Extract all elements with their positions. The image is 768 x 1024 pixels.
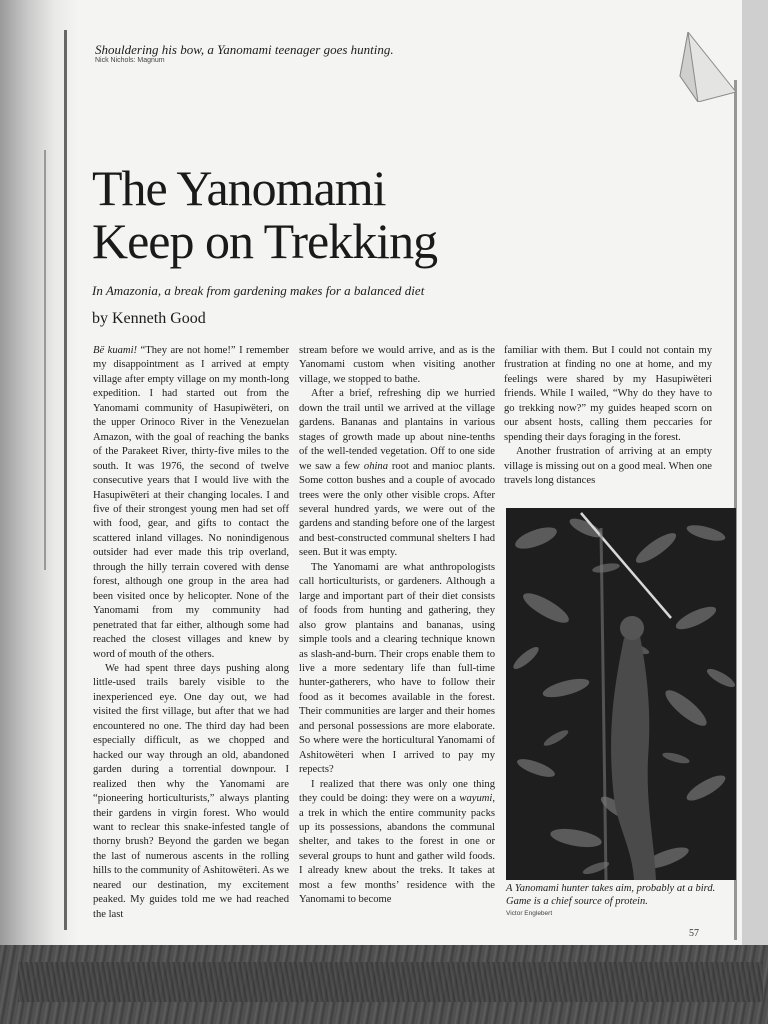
paragraph: I realized that there was only one thing they could be doing: they were on a wayumi, a trek in which the entire community packs up its possessions, abandons the communal shelter, and takes to the forest in one or several groups to hunt and gather wild foods. I already knew about the treks. It takes at most a few months’ residence with the Yanomami to become — [299, 778, 495, 906]
text-column-3 — [504, 344, 712, 489]
photo-credit: Victor Englebert — [506, 910, 553, 917]
article-byline: by Kenneth Good — [92, 310, 206, 327]
paragraph: stream before we would arrive, and as is the Yanomami custom when visiting another village, we stopped to bathe. — [299, 345, 495, 385]
binding-edge-line — [64, 30, 67, 930]
paragraph: After a brief, refreshing dip we hurried down the trail until we arrived at the village gardens. Bananas and plantains in various stages of growth made up about nine-tenths of the well-tended vegetation. Off to one side we saw a few ohina root and manioc plants. Some cotton bushes and a couple of avocado trees were the only other visible crops. After several hundred yards, we were out of the gardens and standing before one of the largest and best-constructed communal shelters I had seen. But it was empty. — [299, 388, 495, 559]
forest-photo-graphic — [506, 508, 736, 880]
paragraph: The Yanomami are what anthropologists call horticulturists, or gardeners. Although a large and important part of their diet consists of foods from hunting and gathering, they also grow plantains and bananas, using simple tools and a clearing technique known as slash-and-burn. Their crops enable them to live a more sedentary life than full-time hunter-gatherers, who have to follow their food as it becomes available in the forest. Their communities are larger and their homes and personal possessions are more elaborate. So where were the horticultural Yanomami of Ashitowëteri when I arrived to pay my repects? — [299, 561, 495, 776]
hunter-photo — [506, 508, 736, 880]
top-photo-caption: Shouldering his bow, a Yanomami teenager goes hunting. — [95, 42, 394, 57]
article-title-line-2: Keep on Trekking — [92, 213, 438, 269]
page-number: 57 — [689, 928, 699, 939]
text-column-1 — [93, 344, 289, 922]
paragraph: familiar with them. But I could not contain my frustration at finding no one at home, and my feelings were shared by my Hasupiwëteri friends. While I wailed, “Why do they have to go trekking now?” my guides heaped scorn on our absent hosts, calling them peccaries for spending their days foraging in the forest. — [504, 345, 712, 443]
folded-corner — [676, 32, 736, 102]
opening-phrase: Bë kuami! — [93, 345, 138, 356]
scan-bottom-texture — [18, 962, 763, 1002]
paragraph: Bë kuami! “They are not home!” I remember my disappointment as I arrived at empty village after empty village on my month-long expedition. I had started out from the Yanomami community of Hasupiwëteri, on the upper Orinoco River in the Venezuelan Amazon, with the goal of reaching the banks of the Parakeet River, thirty-five miles to the south. It was 1976, the second of twelve consecutive years that I would live with the Hasupiwëteri at their changing locales. I and five of their strongest young men had set off with food, gear, and gifts to contact the scattered inland villages. No nonindigenous outsider had ever made this trip overland, through the hilly terrain covered with dense forest, although one group in the area had been visited once by helicopter. None of the Yanomami from my community had penetrated that far either, although some had reached the closest villages and knew by word of mouth of the others. — [93, 345, 289, 660]
paragraph: Another frustration of arriving at an empty village is missing out on a good meal. When one travels long distances — [504, 446, 712, 487]
top-photo-credit: Nick Nichols: Magnum — [95, 57, 165, 64]
paragraph: We had spent three days pushing along little-used trails barely visible to the inexperienced eye. One day out, we had visited the first village, but after that we had encountered no one. The third day had been especially difficult, as we chopped and hacked our way through an old, abandoned garden during a torrential downpour. I realized then why the Yanomami are “pioneering horticulturists,” always planting their gardens in virgin forest. Who would want to reclear this snake-infested tangle of thorny brush? Beyond the garden we began the last of numerous ascents in the rolling hills to the community of Ashitowëteri. As we neared our destination, my excitement peaked. My guides told me we had reached the last — [93, 662, 289, 920]
article-subtitle: In Amazonia, a break from gardening makes for a balanced diet — [92, 283, 425, 298]
photo-caption: A Yanomami hunter takes aim, probably at a bird. Game is a chief source of protein. — [506, 883, 716, 907]
article-title — [92, 162, 532, 268]
text-column-2 — [299, 344, 495, 908]
binding-edge-line-inner — [44, 150, 46, 570]
article-title-line-1: The Yanomami — [92, 160, 386, 216]
